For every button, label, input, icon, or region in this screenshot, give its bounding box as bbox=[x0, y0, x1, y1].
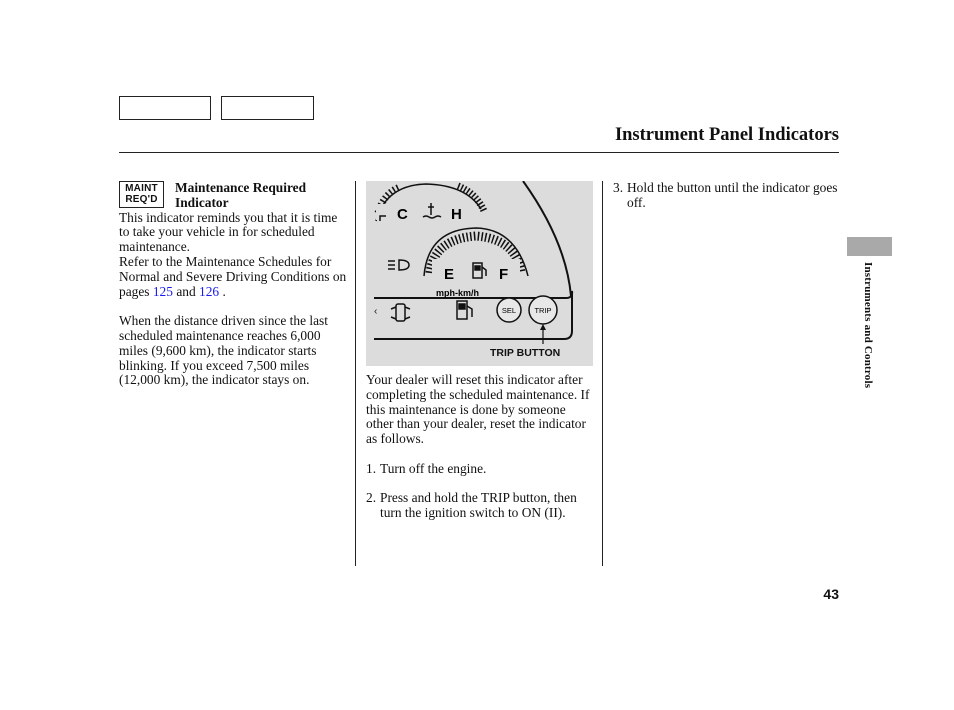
low-fuel-icon bbox=[457, 301, 472, 319]
reset-paragraph: Your dealer will reset this indicator after completing the scheduled maintenance. If this maintenance is done by someone other than your dealer, reset the indicator as follows. bbox=[366, 372, 590, 447]
page-title: Instrument Panel Indicators bbox=[614, 125, 839, 145]
section-heading-row bbox=[119, 181, 347, 211]
step-1: 1. Turn off the engine. bbox=[366, 460, 487, 476]
section-side-label: Instruments and Controls bbox=[862, 262, 874, 389]
page-link-126[interactable]: 126 bbox=[199, 283, 220, 299]
empty-label: E bbox=[444, 266, 455, 283]
trip-button[interactable] bbox=[529, 296, 557, 324]
step-2: 2. Press and hold the TRIP button, then turn the ignition switch to ON (II). bbox=[366, 490, 577, 521]
full-label: F bbox=[499, 266, 509, 283]
nav-tab-1[interactable] bbox=[119, 96, 211, 120]
sel-button[interactable] bbox=[497, 298, 521, 322]
door-open-icon bbox=[391, 304, 410, 321]
instrument-panel-illustration bbox=[366, 181, 593, 366]
column-divider-1 bbox=[355, 181, 356, 566]
instrument-panel-figure bbox=[366, 181, 593, 366]
section-tab-marker bbox=[847, 237, 892, 256]
section-heading: Maintenance Required Indicator bbox=[175, 180, 307, 210]
svg-text:SEL: SEL bbox=[501, 306, 517, 315]
temperature-gauge bbox=[376, 184, 484, 223]
header-rule bbox=[119, 152, 839, 153]
svg-text:‹: ‹ bbox=[374, 306, 378, 317]
cold-label: C bbox=[397, 206, 408, 223]
column-2 bbox=[366, 181, 594, 521]
column-3 bbox=[613, 181, 839, 211]
figure-caption: TRIP BUTTON bbox=[490, 347, 561, 359]
fuel-gauge bbox=[424, 228, 528, 283]
hot-label: H bbox=[451, 206, 462, 223]
headlight-indicator-icon bbox=[388, 260, 409, 270]
intro-paragraph-1: This indicator reminds you that it is time to take your vehicle in for scheduled maintenance. bbox=[119, 209, 338, 255]
page-link-125[interactable]: 125 bbox=[152, 283, 173, 299]
maint-reqd-icon: MAINT REQ'D bbox=[119, 181, 164, 208]
column-1 bbox=[119, 181, 347, 388]
step-3: 3. Hold the button until the indicator goes off. bbox=[613, 180, 838, 210]
svg-text:TRIP: TRIP bbox=[534, 306, 552, 315]
page-number: 43 bbox=[823, 586, 839, 602]
intro-paragraph-2: Refer to the Maintenance Schedules for Normal and Severe Driving Conditions on pages 125 and 126 . bbox=[119, 253, 347, 299]
column-divider-2 bbox=[602, 181, 603, 566]
nav-tab-2[interactable] bbox=[221, 96, 314, 120]
unit-label: mph-km/h bbox=[436, 288, 480, 298]
mileage-paragraph: When the distance driven since the last scheduled maintenance reaches 6,000 miles (9,600 km), the indicator starts blinking. If you exceed 7,500 miles (12,000 km), the indicator stays on. bbox=[119, 313, 328, 388]
